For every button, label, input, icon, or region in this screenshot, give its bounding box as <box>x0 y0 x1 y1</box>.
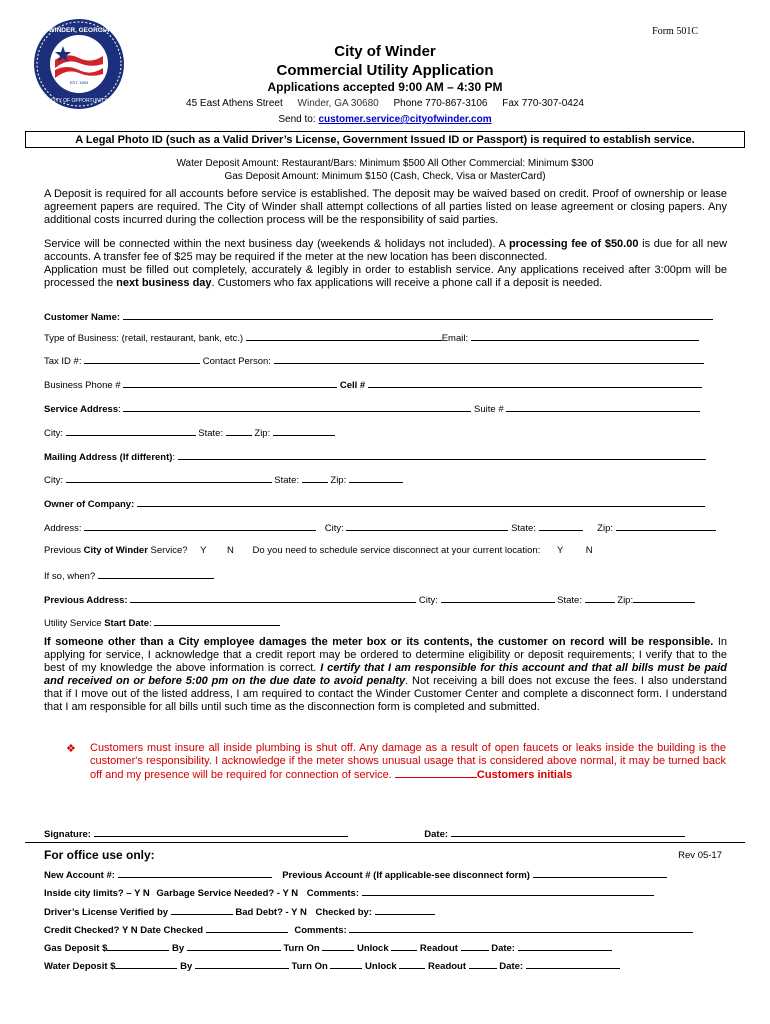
license-row: Driver’s License Verified by Bad Debt? - Y N Checked by: <box>44 905 435 918</box>
customer-name-row: Customer Name: <box>44 310 728 323</box>
if-so-when-field[interactable] <box>98 569 214 579</box>
responsibility-paragraph: If someone other than a City employee damages the meter box or its contents, the customer on record will be responsible. In applying for service, I acknowledge that a credit report may be ordered to determine eligibility or deposit requirements; I verify that to the best of my knowledge the above information is correct. I certify that I am responsible for this account and that all bills must be paid and received on or before 5:00 pm on the due date to avoid penalty. Not receiving a bill does not excuse the fees. I also understand that if I move out of the listed address, I am required to contact the Winder Customer Center and complete a disconnect form. I understand that I am responsible for all bills until such time as the disconnection form is completed and submitted. <box>44 636 728 713</box>
contact-person-field[interactable] <box>274 354 704 364</box>
signature-date-field[interactable] <box>451 827 685 837</box>
owner-row: Owner of Company: <box>44 497 728 510</box>
new-account-field[interactable] <box>118 868 272 878</box>
signature-field[interactable] <box>94 827 348 837</box>
svg-text:EST. 1893: EST. 1893 <box>69 80 89 85</box>
send-to-label: Send to: <box>278 114 316 125</box>
customer-name-field[interactable] <box>123 310 713 320</box>
previous-state-field[interactable] <box>585 593 615 603</box>
office-comments-field[interactable] <box>362 886 654 896</box>
if-so-row: If so, when? <box>44 569 728 582</box>
date-checked-field[interactable] <box>206 923 288 933</box>
plumbing-notice: Customers must insure all inside plumbing is shut off. Any damage as a result of open faucets or leaks inside the building is the customer's responsibility. I acknowledge if the meter shows unusual usage that is considered above normal, it may be turned back off and my presence will be required for connection of service. Customers initials <box>90 742 726 781</box>
water-turn-on-field[interactable] <box>330 959 362 969</box>
owner-city-field[interactable] <box>346 521 508 531</box>
previous-zip-field[interactable] <box>633 593 695 603</box>
previous-service-row: Previous City of Winder Service? Y N Do you need to schedule service disconnect at your current location: Y N <box>44 545 593 556</box>
water-unlock-field[interactable] <box>399 959 425 969</box>
suite-field[interactable] <box>506 402 700 412</box>
gas-deposit-row: Gas Deposit $ By Turn On Unlock Readout Date: <box>44 941 612 954</box>
tax-contact-row: Tax ID #: Contact Person: <box>44 354 728 367</box>
office-divider <box>25 842 745 843</box>
svg-text:CITY OF OPPORTUNITY: CITY OF OPPORTUNITY <box>50 98 108 104</box>
business-type-row: Type of Business: (retail, restaurant, bank, etc.) Email: <box>44 331 728 344</box>
service-paragraph: Service will be connected within the next business day (weekends & holidays not included). A processing fee of $50.00 is due for all new accounts. A transfer fee of $25 may be required if the meter at the new location has been disconnected. Application must be filled out completely, accurately & legibly in order to establish service. Any applications received after 3:00pm will be processed the next business day. Customers who fax applications will receive a phone call if a deposit is needed. <box>44 238 728 289</box>
credit-comments-field[interactable] <box>349 923 693 933</box>
service-zip-field[interactable] <box>273 426 335 436</box>
service-address-row: Service Address: Suite # <box>44 402 728 415</box>
gas-unlock-field[interactable] <box>391 941 417 951</box>
form-number: Form 501C <box>652 26 698 37</box>
service-address-field[interactable] <box>123 402 471 412</box>
start-date-field[interactable] <box>154 616 280 626</box>
title-application: Commercial Utility Application <box>276 62 494 79</box>
mailing-zip-field[interactable] <box>349 473 403 483</box>
water-deposit-row: Water Deposit $ By Turn On Unlock Readout Date: <box>44 959 620 972</box>
gas-by-field[interactable] <box>187 941 281 951</box>
mailing-state-field[interactable] <box>302 473 328 483</box>
checked-by-field[interactable] <box>375 905 435 915</box>
bullet-icon: ❖ <box>66 743 76 755</box>
hours: Applications accepted 9:00 AM – 4:30 PM <box>267 80 503 94</box>
phone: Phone 770-867-3106 <box>393 98 488 109</box>
water-readout-field[interactable] <box>469 959 497 969</box>
water-deposit-amount: Water Deposit Amount: Restaurant/Bars: Minimum $500 All Other Commercial: Minimum $300 <box>176 158 594 169</box>
account-row: New Account #: Previous Account # (If applicable-see disconnect form) <box>44 868 667 881</box>
disconnect-no[interactable]: N <box>585 545 593 556</box>
svg-text:WINDER, GEORGIA: WINDER, GEORGIA <box>48 27 110 34</box>
email-field[interactable] <box>471 331 699 341</box>
deposit-paragraph: A Deposit is required for all accounts before service is established. The deposit may be waived based on credit. Proof of ownership or lease agreement papers are required. The City of Winder shall attempt collections of all parties listed on lease agreement or closing papers. Any additional costs incurred during the collection process will be the responsibility of said parties. <box>44 188 727 226</box>
previous-city-field[interactable] <box>441 593 555 603</box>
initials-field[interactable] <box>395 768 477 778</box>
service-city-row: City: State: Zip: <box>44 426 728 439</box>
business-phone-field[interactable] <box>123 378 337 388</box>
street: 45 East Athens Street <box>186 98 283 109</box>
water-deposit-field[interactable] <box>115 959 177 969</box>
signature-row: Signature: Date: <box>44 827 728 840</box>
fax: Fax 770-307-0424 <box>502 98 584 109</box>
mailing-address-row: Mailing Address (If different): <box>44 450 728 463</box>
gas-deposit-amount: Gas Deposit Amount: Minimum $150 (Cash, Check, Visa or MasterCard) <box>224 171 546 182</box>
water-date-field[interactable] <box>526 959 620 969</box>
mailing-city-row: City: State: Zip: <box>44 473 728 486</box>
dl-verified-field[interactable] <box>171 905 233 915</box>
photo-id-notice: A Legal Photo ID (such as a Valid Driver’s License, Government Issued ID or Passport) is required to establish service. <box>25 131 745 148</box>
email-link[interactable]: customer.service@cityofwinder.com <box>318 114 492 125</box>
revision: Rev 05-17 <box>678 850 722 861</box>
start-date-row: Utility Service Start Date: <box>44 616 728 629</box>
owner-address-row: Address: City: State: Zip: <box>44 521 728 534</box>
service-state-field[interactable] <box>226 426 252 436</box>
processing-fee: processing fee of $50.00 <box>508 238 639 250</box>
cell-field[interactable] <box>368 378 702 388</box>
gas-deposit-field[interactable] <box>107 941 169 951</box>
owner-state-field[interactable] <box>539 521 583 531</box>
owner-field[interactable] <box>137 497 705 507</box>
previous-service-yes[interactable]: Y <box>200 545 207 556</box>
phone-row: Business Phone # Cell # <box>44 378 728 391</box>
gas-date-field[interactable] <box>518 941 612 951</box>
previous-account-field[interactable] <box>533 868 667 878</box>
gas-readout-field[interactable] <box>461 941 489 951</box>
previous-service-no[interactable]: N <box>226 545 234 556</box>
previous-address-row: Previous Address: City: State: Zip: <box>44 593 728 606</box>
next-business-day: next business day <box>116 277 212 289</box>
disconnect-yes[interactable]: Y <box>556 545 564 556</box>
mailing-city-field[interactable] <box>66 473 272 483</box>
owner-zip-field[interactable] <box>616 521 716 531</box>
owner-address-field[interactable] <box>84 521 316 531</box>
tax-id-field[interactable] <box>84 354 200 364</box>
office-use-title: For office use only: <box>44 848 155 862</box>
deposit-amounts <box>0 157 770 183</box>
gas-turn-on-field[interactable] <box>322 941 354 951</box>
previous-address-field[interactable] <box>130 593 416 603</box>
business-type-field[interactable] <box>246 331 442 341</box>
city-limits-row: Inside city limits? – Y N Garbage Service Needed? - Y N Comments: <box>44 886 654 899</box>
credit-row: Credit Checked? Y N Date Checked Comments: <box>44 923 693 936</box>
title-city: City of Winder <box>334 43 436 60</box>
send-to-line <box>0 114 770 125</box>
mailing-address-field[interactable] <box>178 450 706 460</box>
water-by-field[interactable] <box>195 959 289 969</box>
address-line <box>0 98 770 109</box>
service-city-field[interactable] <box>66 426 196 436</box>
city-state: Winder, GA 30680 <box>297 98 379 109</box>
